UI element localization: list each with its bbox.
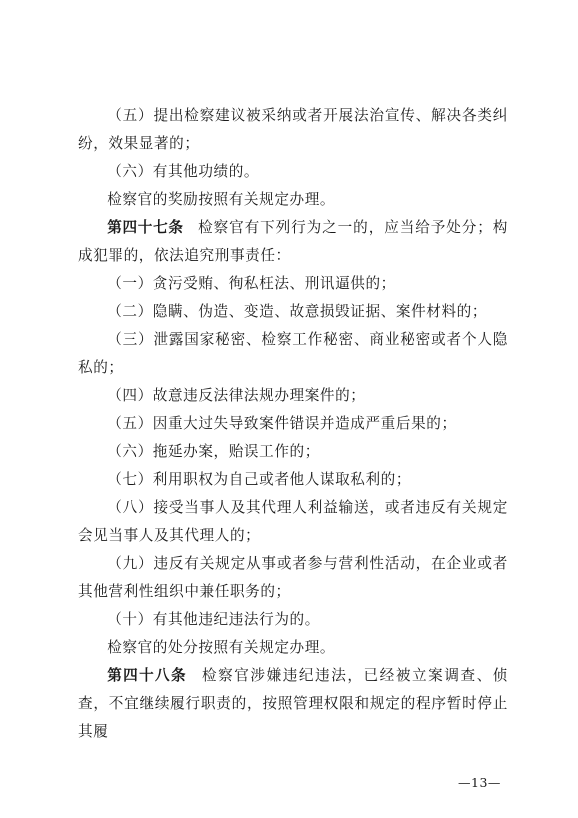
paragraph-3 [78,186,508,214]
paragraph-14 [78,606,508,634]
article-heading: 第四十八条 [107,667,187,684]
paragraph-text: （五）提出检察建议被采纳或者开展法治宣传、解决各类纠纷，效果显著的； [78,107,508,152]
paragraph-8 [78,382,508,410]
paragraph-4 [78,214,508,270]
paragraph-2 [78,158,508,186]
paragraph-9 [78,410,508,438]
paragraph-text: （六）拖延办案，贻误工作的； [107,443,320,460]
paragraph-text: （一）贪污受贿、徇私枉法、刑讯逼供的； [107,275,396,292]
paragraph-7 [78,326,508,382]
paragraph-13 [78,550,508,606]
paragraph-text: （十）有其他违纪违法行为的。 [107,611,320,628]
paragraph-12 [78,494,508,550]
paragraph-text: （九）违反有关规定从事或者参与营利性活动，在企业或者其他营利性组织中兼任职务的； [78,555,508,600]
paragraph-6 [78,298,508,326]
paragraph-10 [78,438,508,466]
article-heading: 第四十七条 [107,219,184,236]
paragraph-text: （六）有其他功绩的。 [107,163,260,180]
paragraph-text: 检察官的奖励按照有关规定办理。 [107,191,336,208]
document-body [78,102,508,746]
paragraph-text: （七）利用职权为自己或者他人谋取私利的； [107,471,412,488]
paragraph-15 [78,634,508,662]
paragraph-text: 检察官的处分按照有关规定办理。 [107,639,336,656]
paragraph-text: （二）隐瞒、伪造、变造、故意损毁证据、案件材料的； [107,303,488,320]
paragraph-16 [78,662,508,746]
paragraph-text: （八）接受当事人及其代理人利益输送，或者违反有关规定会见当事人及其代理人的； [78,499,508,544]
paragraph-text: （五）因重大过失导致案件错误并造成严重后果的； [107,415,457,432]
paragraph-1 [78,102,508,158]
paragraph-text: 检察官有下列行为之一的，应当给予处分；构成犯罪的，依法追究刑事责任： [78,219,508,264]
paragraph-text: 检察官涉嫌违纪违法，已经被立案调查、侦查，不宜继续履行职责的，按照管理权限和规定的程序暂时停止其履 [78,667,508,740]
paragraph-11 [78,466,508,494]
paragraph-text: （三）泄露国家秘密、检察工作秘密、商业秘密或者个人隐私的； [78,331,508,376]
paragraph-5 [78,270,508,298]
paragraph-text: （四）故意违反法律法规办理案件的； [107,387,366,404]
page-number: —13— [458,775,501,790]
